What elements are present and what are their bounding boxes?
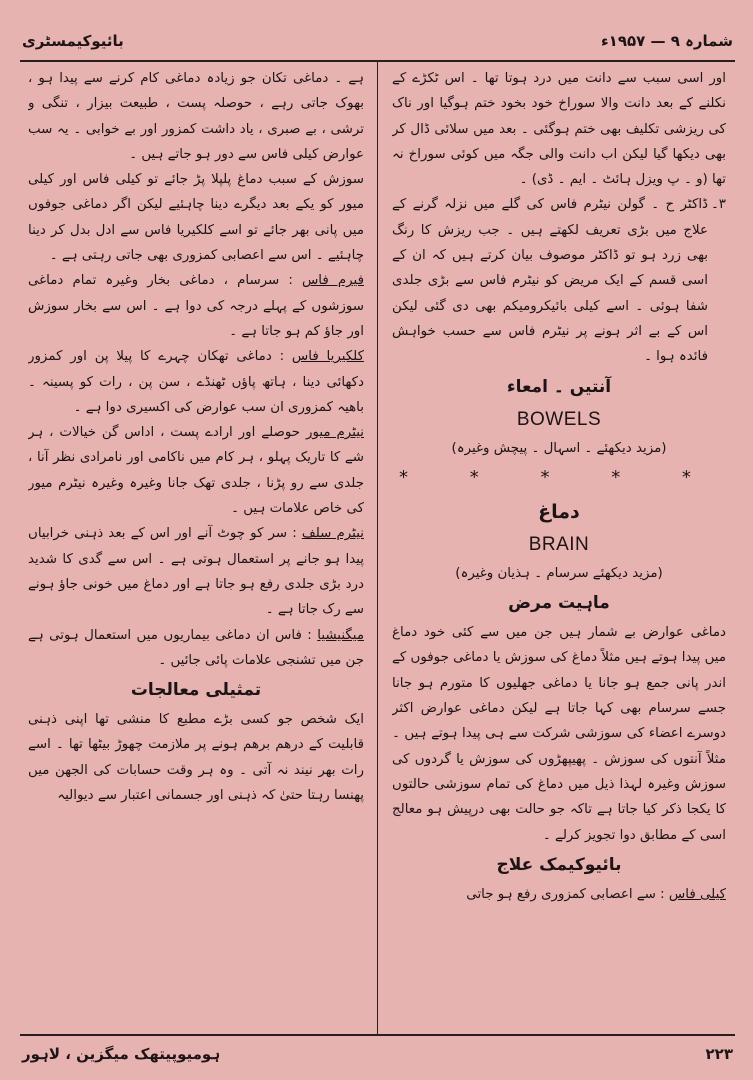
remedy-label: نیٹرم سلف	[301, 526, 364, 542]
remedy-text: : فاس ان دماغی بیماریوں میں استعمال ہوتی ہے جن میں تشنجی علامات پائی جائیں ۔	[28, 627, 364, 668]
nature-paragraph: دماغی عوارض بے شمار ہیں جن میں سے کئی خود دماغ میں پیدا ہوتے ہیں مثلاً دماغ کی سوزش یا دماغی جوفوں کے اندر پانی جمع ہو جانا یا دماغی جھلیوں کا متورم ہو جانا جسے سرسام بھی کہا جاتا ہے لیکن دماغی عوارض اکثر دوسرے اعضاء کی سوزشی شرکت سے ہی پیدا ہوتے ہیں ۔ مثلاً آنتوں کی سوزش ۔ پھیپھڑوں کی سوزش یا گردوں کی سوزش وغیرہ لہذا ذیل میں دماغ کی تمام سوزشی حالتوں کا یکجا ذکر کیا جاتا ہے تاکہ جو حالت بھی درپیش ہو معالج اسی کے مطابق دوا تجویز کرلے ۔	[392, 625, 726, 843]
page-footer	[22, 1040, 733, 1068]
natrum-sulf-entry	[28, 521, 364, 622]
remedy-label: کلکیریا فاس	[291, 349, 364, 365]
remedy-label: فیرم فاس	[301, 273, 364, 289]
issue-number: شمارہ ۹ — ۱۹۵۷ء	[601, 32, 733, 50]
section-separator-stars: * * * * *	[399, 466, 719, 488]
footer-rule	[20, 1034, 735, 1036]
bowels-see-also: (مزید دیکھئے ۔ اسہال ۔ پیچش وغیرہ)	[451, 440, 667, 456]
brain-heading-urdu: دماغ	[538, 500, 580, 523]
remedy-text: : سرسام ، دماغی بخار وغیرہ تمام دماغی سوزشوں کے پہلے درجہ کی دوا ہے ۔ اس سے بخار سوزش اور جاؤ کم ہو جاتا ہے ۔	[28, 273, 364, 339]
calc-phos-entry	[28, 344, 364, 420]
swelling-paragraph: سوزش کے سبب دماغ پلپلا پڑ جائے تو کیلی فاس اور کیلی میور کو یکے بعد دیگرے دینا چاہئیے لیکن اگر دماغی جوفوں میں پانی بھر جائے تو اسے کلکیریا فاس سے ادل بدل کر دینا چاہئیے ۔ اس سے اعصابی کمزوری بھی جاتی رہتی ہے ۔	[28, 172, 364, 264]
brain-heading-english: BRAIN	[528, 533, 590, 555]
left-column	[28, 66, 364, 1030]
magnesia-entry	[28, 623, 364, 674]
remedy-label: میگنیشیا	[317, 627, 364, 643]
remedy-text: حوصلے اور ارادے پست ، اداس گن خیالات ، ہر شے کا تاریک پہلو ، ہر کام میں ناکامی اور نامرادی نظر آنا ، جلدی سے رو پڑنا ، جلدی تھک جانا وغیرہ وغیرہ نیٹرم میور کی خاص علامات ہیں ۔	[28, 425, 364, 517]
page-header	[22, 26, 733, 56]
ferrum-phos-entry	[28, 268, 364, 344]
item-text: ڈاکٹر ح ۔ گولن نیٹرم فاس کی گلے میں نزلہ گرنے کے علاج میں بڑی تعریف لکھتے ہیں ۔ جب ریزش کا رنگ بھی زرد ہو تو ڈاکٹر موصوف بیان کرتے ہیں کہ ان کے اسی قسم کے ایک مریض کو نیٹرم فاس سے بڑی جلدی شفا ہوئی ۔ اسے کیلی بائیکرومیکم بھی دی گئی لیکن اس کے بے اثر ہونے پر نیٹرم فاس سے حسب خواہش فائدہ ہوا ۔	[392, 197, 708, 365]
bowels-heading-urdu: آنتیں ۔ امعاء	[506, 376, 612, 397]
section-title: بائیوکیمسٹری	[22, 32, 124, 50]
natrum-mur-entry	[28, 420, 364, 521]
item-number: ۳۔	[710, 197, 726, 213]
numbered-item-3	[392, 192, 726, 369]
right-column	[392, 66, 726, 1030]
remedy-label: نیٹرم میور	[306, 425, 364, 441]
case-heading: تمثیلی معالجات	[130, 680, 262, 701]
bowels-heading-english: BOWELS	[516, 408, 602, 430]
case-paragraph: ایک شخص جو کسی بڑے مطبع کا منشی تھا اپنی ذہنی قابلیت کے درھم برھم ہونے پر ملازمت چھوڑ بیٹھا تھا ۔ اسے رات بھر نیند نہ آتی ۔ وہ ہر وقت حسابات کی الجھن میں پھنسا رہتا حتیٰ کہ ذہنی اور جسمانی اعتبار سے دیوالیہ	[28, 712, 364, 804]
kali-phos-continued: ہے ۔ دماغی تکان جو زیادہ دماغی کام کرنے سے پیدا ہو ، بھوک جاتی رہے ، حوصلہ پست ، طبیعت بیزار ، تنگی و ترشی ، بے صبری ، یاد داشت کمزور اور بے خوابی ۔ یہ سب عوارض کیلی فاس سے دور ہو جاتے ہیں ۔	[28, 71, 364, 162]
remedy-text: : سر کو چوٹ آنے اور اس کے بعد ذہنی خرابیاں پیدا ہو جانے پر استعمال ہوتی ہے ۔ اس سے گدی کا شدید درد بڑی جلدی رفع ہو جاتا ہے اور دماغ میں خونی جاؤ ہونے سے رک جاتا ہے ۔	[28, 526, 364, 618]
kali-phos-entry	[392, 882, 726, 907]
brain-see-also: (مزید دیکھئے سرسام ۔ ہذیان وغیرہ)	[455, 565, 663, 581]
remedy-text: : سے اعصابی کمزوری رفع ہو جاتی	[466, 886, 665, 902]
remedy-text: : دماغی تھکان چہرے کا پیلا پن اور کمزور دکھائی دینا ، ہاتھ پاؤں ٹھنڈے ، سن پن ، رات کو پسینہ ۔ باھیہ کمزوری ان سب عوارض کی اکسیری دوا ہے ۔	[28, 349, 364, 415]
column-divider	[377, 62, 378, 1034]
page-number: ۲۲۳	[705, 1045, 733, 1063]
nature-heading: ماہیت مرض	[508, 593, 610, 614]
intro-paragraph: اور اسی سبب سے دانت میں درد ہوتا تھا ۔ اس ٹکڑے کے نکلنے کے بعد دانت والا سوراخ خود بخود ختم ہوگیا اور ناک کی ریزشی تکلیف بھی ختم ہوگئی ۔ بعد میں سلائی ڈال کر بھی دیکھا گیا لیکن اب دانت والی جگہ میں کوئی سوراخ نہ تھا (و ۔ پ ویزل ہائٹ ۔ ایم ۔ ڈی) ۔	[392, 71, 726, 188]
remedy-label: کیلی فاس	[668, 886, 726, 902]
treatment-heading: بائیوکیمک علاج	[496, 854, 622, 875]
publication-name: ہومیوپیتھک میگزین ، لاہور	[22, 1045, 221, 1063]
